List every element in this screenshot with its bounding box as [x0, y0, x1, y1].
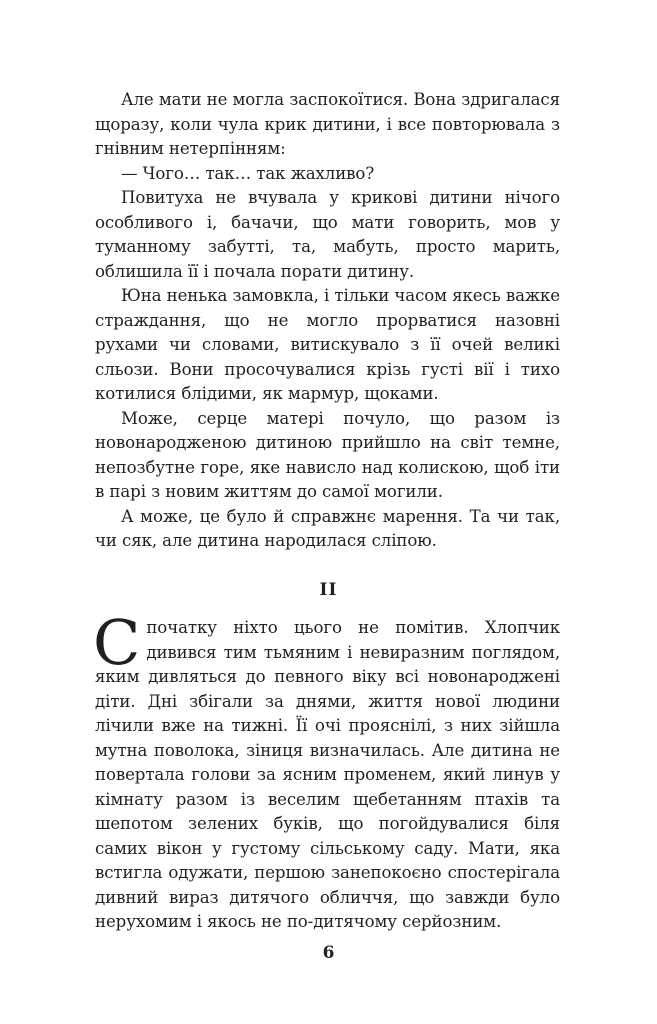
page-number: 6 [322, 943, 335, 963]
paragraph: Повитуха не вчувала у крикові дитини нічого особливого і, бачачи, що мати говорить, мов у туманному забутті, та, мабуть, просто марить, облишила її і почала порати дитину. [95, 188, 560, 281]
paragraph: Юна ненька замовкла, і тільки часом якесь важке страждання, що не могло прорватися назовні рухами чи словами, витискувало з її очей великі сльози. Вони просочувалися крізь густі вії і тихо котилися блідими, як мармур, щоками. [95, 286, 561, 403]
paragraph-with-drop-cap [93, 606, 560, 935]
text-section-two [93, 606, 560, 935]
text-section-one [95, 88, 560, 554]
paragraph-text: початку ніхто цього не помітив. Хлопчик дивився тим тьмяним і невиразним поглядом, яким дивляться до певного віку всі новонароджені діти. Дні збігали за днями, життя нової людини лічили вже на тижні. Її очі прояснілі, з них зійшла мутна поволока, зіниця визначилась. Але дитина не повертала голови за ясним променем, який линув у кімнату разом із веселим щебетанням птахів та шепотом зелених буків, що погойдувалися біля самих вікон у густому сільському саду. Мати, яка встигла одужати, першою занепокоєно спостерігала дивний вираз дитячого обличчя, що завжди було нерухомим і якось не по-дитячому серйозним. [95, 618, 560, 931]
chapter-heading: II [319, 580, 338, 600]
drop-cap: С [93, 606, 141, 679]
paragraph: А може, це було й справжнє марення. Та чи так, чи сяк, але дитина народилася сліпою. [95, 506, 560, 550]
dialogue-line: — Чого… так… так жахливо? [121, 163, 375, 183]
paragraph: Може, серце матері почуло, що разом із новонародженою дитиною прийшло на світ темне, непозбутне горе, яке нависло над колискою, щоб іти в парі з новим життям до самої могили. [95, 408, 560, 501]
paragraph: Але мати не могла заспокоїтися. Вона здригалася щоразу, коли чула крик дитини, і все повторювала з гнівним нетерпінням: [95, 90, 560, 158]
